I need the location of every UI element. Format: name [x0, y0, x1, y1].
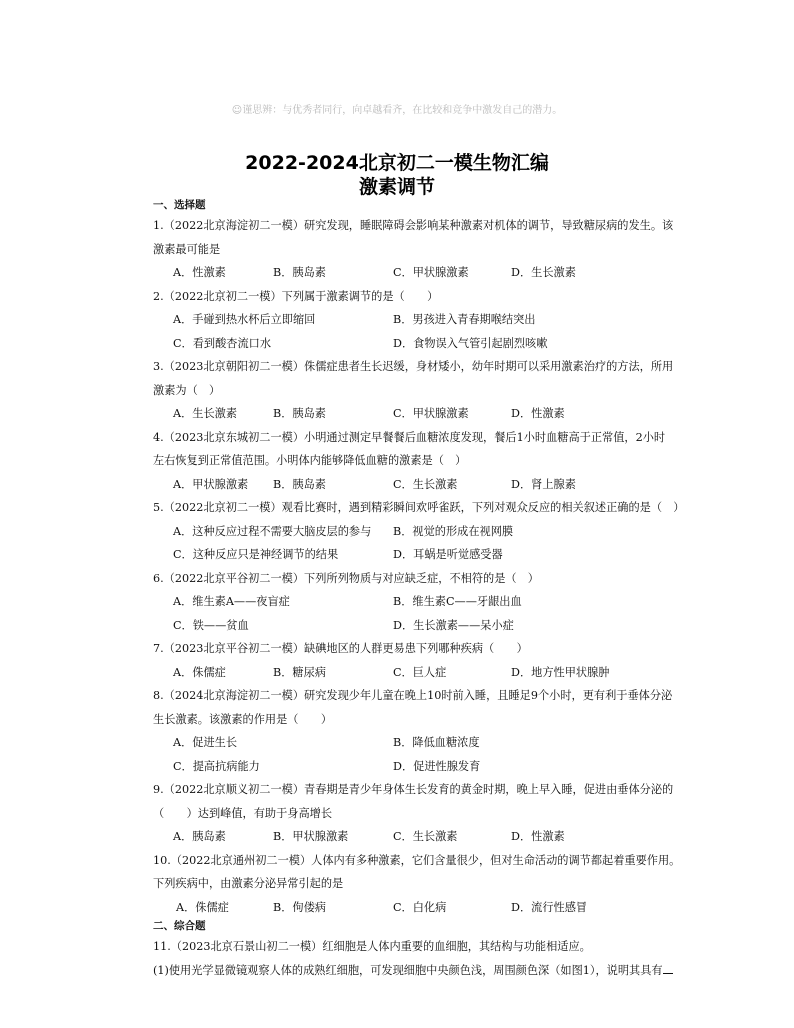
question-1	[153, 214, 713, 285]
option: D．流行性感冒	[511, 900, 588, 914]
option: C．甲状腺激素	[393, 407, 469, 420]
question-9	[153, 778, 713, 849]
option: D．肾上腺素	[511, 477, 576, 491]
option: D．耳蜗是听觉感受器	[393, 548, 503, 561]
option: A．甲状腺激素	[173, 477, 249, 491]
question-text-with-blank	[153, 959, 713, 983]
option: A．胰岛素	[173, 830, 226, 843]
answer-blank	[663, 962, 673, 974]
question-text: （ ）达到峰值，有助于身高增长	[153, 806, 333, 820]
section-heading-choice: 一、选择题	[153, 199, 206, 211]
option-row	[153, 614, 713, 638]
option: A．促进生长	[173, 736, 238, 749]
option: B．男孩进入青春期喉结突出	[393, 313, 536, 326]
option: B．胰岛素	[273, 407, 326, 420]
option: B．维生素C——牙龈出血	[393, 595, 522, 608]
question-text: 激素为（ ）	[153, 383, 221, 397]
page-title: 2022-2024北京初二一模生物汇编	[245, 152, 549, 174]
question-text: 5.（2022北京初二一模）观看比赛时，遇到精彩瞬间欢呼雀跃，下列对观众反应的相关叙述正确的是（ ）	[153, 501, 685, 514]
section-heading-comprehensive: 二、综合题	[153, 920, 206, 932]
question-text: 3.（2023北京朝阳初二一模）侏儒症患者生长迟缓，身材矮小，幼年时期可以采用激素治疗的方法，所用	[153, 360, 674, 373]
option-row	[153, 332, 713, 356]
question-5	[153, 496, 713, 567]
question-text: 7.（2023北京平谷初二一模）缺碘地区的人群更易患下列哪种疾病（ ）	[153, 642, 528, 655]
option-row	[153, 896, 713, 920]
option: C．生长激素	[393, 477, 458, 491]
question-text: 6.（2022北京平谷初二一模）下列所列物质与对应缺乏症，不相符的是（ ）	[153, 571, 539, 585]
question-10	[153, 849, 713, 920]
option: B．胰岛素	[273, 477, 326, 491]
option: C．看到酸杏流口水	[173, 336, 272, 350]
question-6	[153, 567, 713, 638]
option-row	[153, 590, 713, 614]
question-text: 下列疾病中，由激素分泌异常引起的是	[153, 877, 344, 890]
question-text: 11.（2023北京石景山初二一模）红细胞是人体内重要的血细胞，其结构与功能相适应。	[153, 940, 591, 953]
question-11	[153, 935, 713, 982]
option: D．性激素	[511, 407, 565, 420]
question-3	[153, 355, 713, 426]
option: A．性激素	[173, 266, 226, 279]
option: A．维生素A——夜盲症	[173, 595, 290, 608]
watermark: ☺谨思辨：与优秀者同行，向卓越看齐，在比较和竞争中激发自己的潜力。	[231, 105, 563, 116]
option-row	[153, 308, 713, 332]
question-text: 2.（2022北京初二一模）下列属于激素调节的是（ ）	[153, 289, 439, 303]
option-row	[153, 473, 713, 497]
option: D．促进性腺发育	[393, 759, 481, 773]
question-2	[153, 285, 713, 356]
option: B．胰岛素	[273, 266, 326, 279]
question-text: 左右恢复到正常值范围。小明体内能够降低血糖的激素是（ ）	[153, 454, 467, 467]
option: D．生长激素	[511, 266, 576, 279]
option: B．糖尿病	[273, 665, 326, 679]
question-text: 10.（2022北京通州初二一模）人体内有多种激素，它们含量很少，但对生命活动的调节都起着重要作用。	[153, 853, 681, 867]
option-row	[153, 731, 713, 755]
option-row	[153, 825, 713, 849]
question-text: 9.（2022北京顺义初二一模）青春期是青少年身体生长发育的黄金时期，晚上早入睡，促进由垂体分泌的	[153, 783, 674, 796]
question-7	[153, 637, 713, 684]
option: C．白化病	[393, 900, 447, 914]
question-text: (1)使用光学显微镜观察人体的成熟红细胞，可发现细胞中央颜色浅，周围颜色深（如图1），说明其具有	[153, 963, 663, 977]
option: D．生长激素——呆小症	[393, 618, 514, 632]
option: C．生长激素	[393, 830, 458, 843]
question-text: 8.（2024北京海淀初二一模）研究发现少年儿童在晚上10时前入睡，且睡足9个小时，更有利于垂体分泌	[153, 689, 673, 702]
option: A．这种反应过程不需要大脑皮层的参与	[173, 524, 372, 538]
question-4	[153, 426, 713, 497]
option-row	[153, 661, 713, 685]
question-text: 4.（2023北京东城初二一模）小明通过测定早餐餐后血糖浓度发现，餐后1小时血糖高于正常值，2小时	[153, 430, 666, 444]
option-row	[153, 755, 713, 779]
option-row	[153, 261, 713, 285]
option: A．侏儒症	[173, 665, 226, 679]
option: B．佝偻病	[273, 900, 326, 914]
option-row	[153, 402, 713, 426]
option: C．巨人症	[393, 665, 447, 679]
option: D．食物误入气管引起剧烈咳嗽	[393, 336, 548, 350]
option: A．侏儒症	[176, 900, 229, 914]
question-text: 1.（2022北京海淀初二一模）研究发现，睡眠障碍会影响某种激素对机体的调节，导致糖尿病的发生。该	[153, 219, 674, 232]
option: A．生长激素	[173, 407, 238, 420]
document-body	[153, 196, 713, 982]
option: C．铁——贫血	[173, 618, 249, 632]
option: C．甲状腺激素	[393, 266, 469, 279]
option: B．甲状腺激素	[273, 830, 349, 843]
option: B．视觉的形成在视网膜	[393, 524, 514, 538]
option: D．地方性甲状腺肿	[511, 665, 610, 679]
option: C．这种反应只是神经调节的结果	[173, 548, 339, 561]
option-row	[153, 543, 713, 567]
question-text: 激素最可能是	[153, 242, 221, 256]
option-row	[153, 520, 713, 544]
page-subtitle: 激素调节	[358, 176, 435, 198]
option: D．性激素	[511, 830, 565, 843]
option: C．提高抗病能力	[173, 759, 260, 773]
option: B．降低血糖浓度	[393, 736, 480, 749]
question-8	[153, 684, 713, 778]
question-text: 生长激素。该激素的作用是（ ）	[153, 712, 333, 726]
option: A．手碰到热水杯后立即缩回	[173, 313, 316, 326]
